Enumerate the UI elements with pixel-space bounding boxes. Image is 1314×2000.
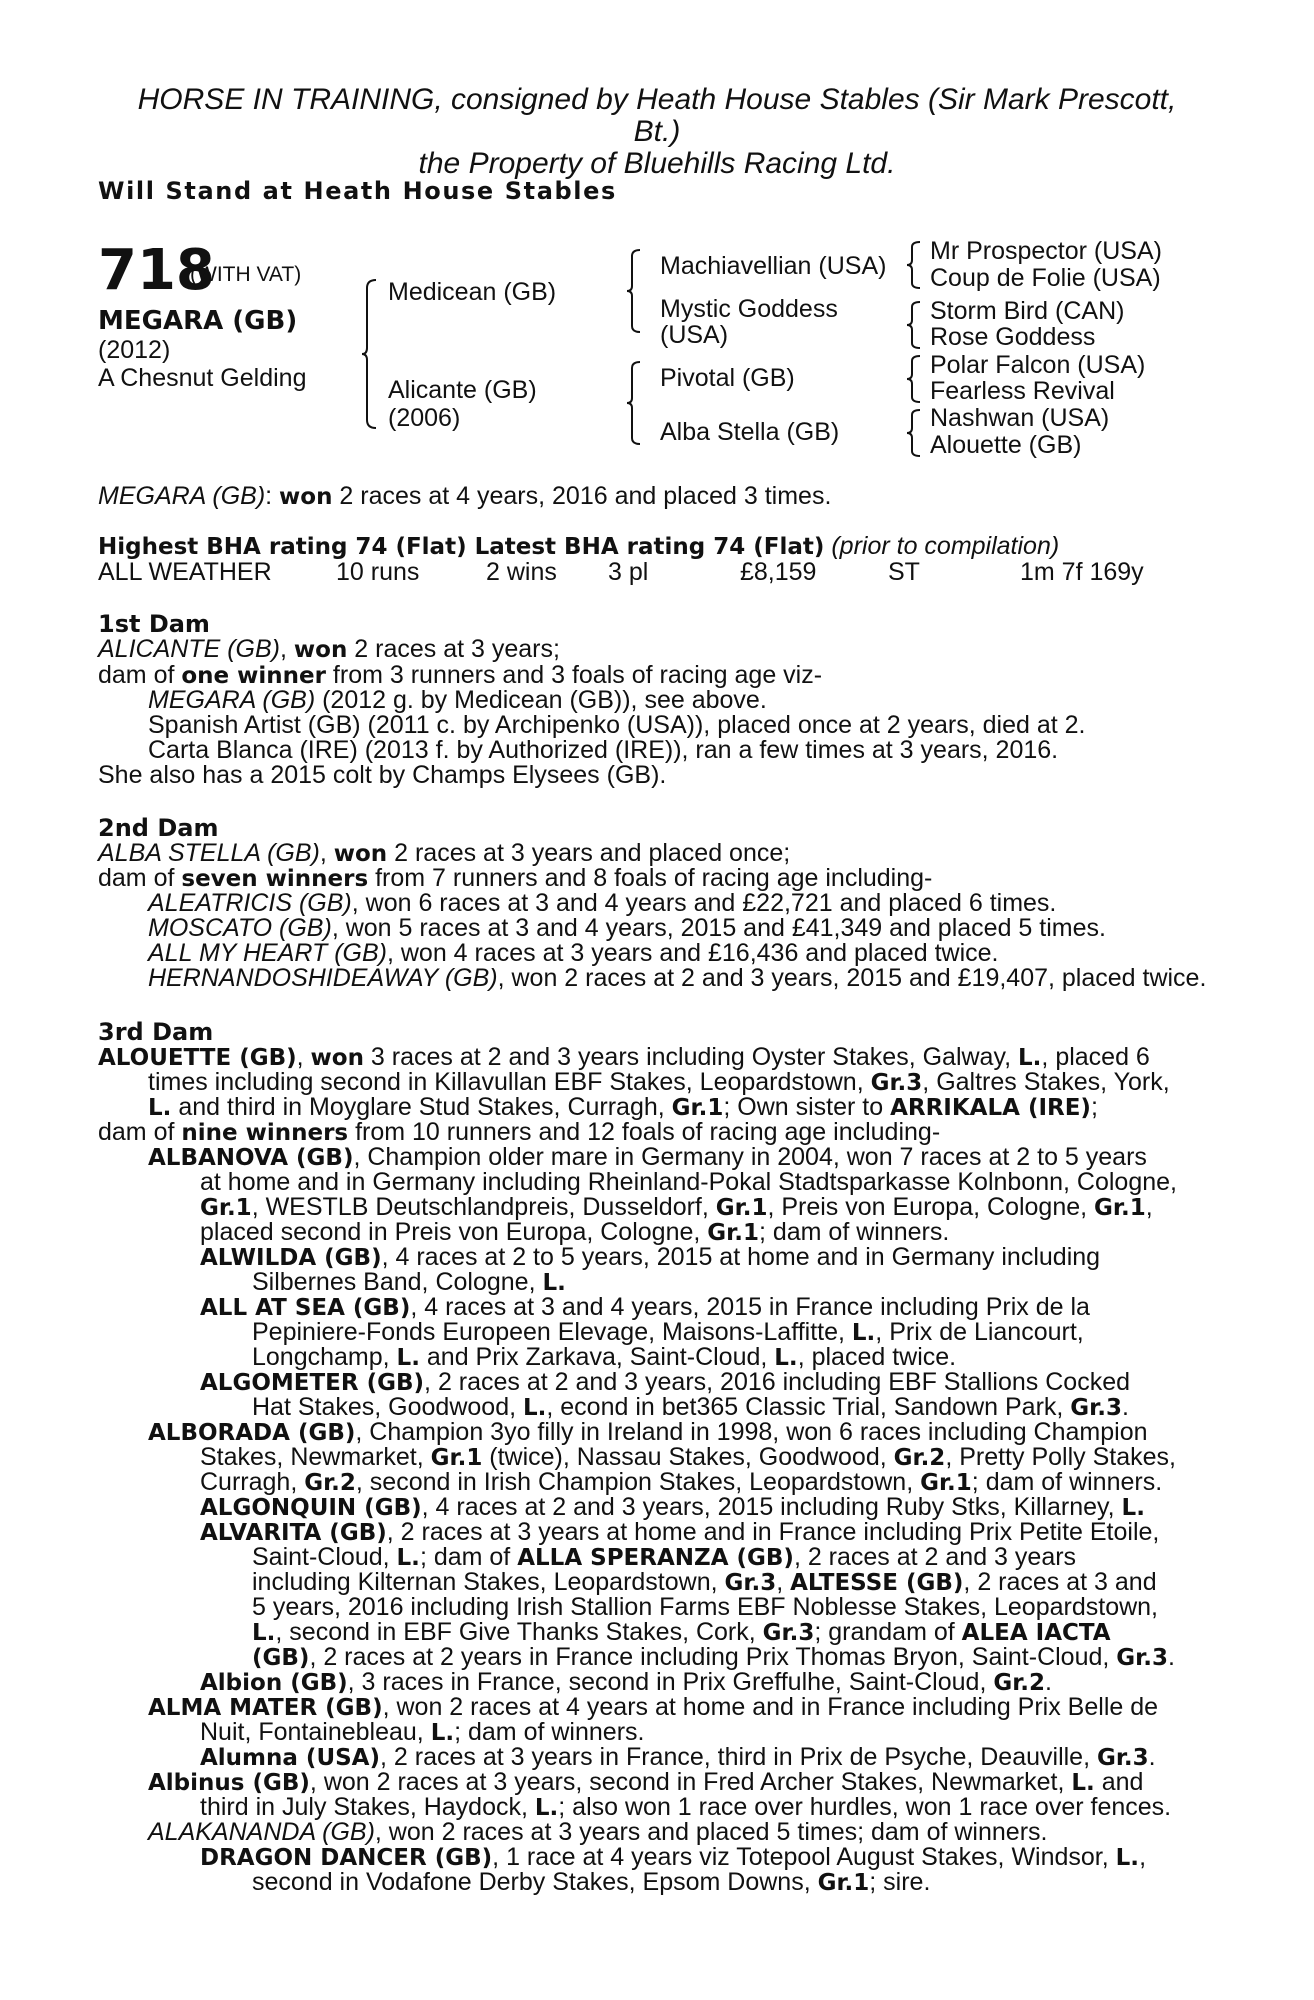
produce-item: Albinus (GB), won 2 races at 3 years, second in Fred Archer Stakes, Newmarket, L. and [148, 1768, 1144, 1796]
third-dam-line: L. and third in Moyglare Stud Stakes, Curragh, Gr.1; Own sister to ARRIKALA (IRE); [148, 1093, 1098, 1121]
produce-item: ALL AT SEA (GB), 4 races at 3 and 4 years, 2015 in France including Prix de la [200, 1293, 1090, 1321]
produce-item-cont: 5 years, 2016 including Irish Stallion Farms EBF Noblesse Stakes, Leopardstown, [252, 1593, 1159, 1621]
third-dam-heading: 3rd Dam [98, 1018, 214, 1046]
produce-item-cont: Pepiniere-Fonds Europeen Elevage, Maisons-Laffitte, L., Prix de Liancourt, [252, 1318, 1084, 1346]
record-distance: 1m 7f 169y [1020, 558, 1144, 586]
record-surface: ALL WEATHER [98, 558, 272, 586]
record-going: ST [888, 558, 920, 586]
pedigree-g3-5: Polar Falcon (USA) [930, 351, 1146, 379]
stand-line: Will Stand at Heath House Stables [98, 177, 617, 205]
produce-item: Carta Blanca (IRE) (2013 f. by Authorized (IRE)), ran a few times at 3 years, 2016. [148, 736, 1059, 764]
pedigree-dam: Alicante (GB) [388, 376, 537, 404]
produce-item: ALAKANANDA (GB), won 2 races at 3 years and placed 5 times; dam of winners. [148, 1818, 1048, 1846]
pedigree-g3-7: Nashwan (USA) [930, 404, 1110, 432]
lot-number: 718 [98, 238, 215, 303]
produce-item: ALMA MATER (GB), won 2 races at 4 years at home and in France including Prix Belle de [148, 1693, 1159, 1721]
produce-item: ALVARITA (GB), 2 races at 3 years at home and in France including Prix Petite Etoile, [200, 1518, 1160, 1546]
produce-item-cont: Gr.1, WESTLB Deutschlandpreis, Dusseldorf, Gr.1, Preis von Europa, Cologne, Gr.1, [200, 1193, 1153, 1221]
horse-description: A Chesnut Gelding [98, 364, 307, 392]
produce-item: ALL MY HEART (GB), won 4 races at 3 years and £16,436 and placed twice. [148, 939, 999, 967]
produce-item: ALGONQUIN (GB), 4 races at 2 and 3 years, 2015 including Ruby Stks, Killarney, L. [200, 1493, 1145, 1521]
produce-item-cont: Longchamp, L. and Prix Zarkava, Saint-Cloud, L., placed twice. [252, 1343, 957, 1371]
pedigree-sire: Medicean (GB) [388, 278, 557, 306]
vat-note: (WITH VAT) [190, 263, 302, 286]
foaling-year: (2012) [98, 336, 171, 364]
produce-item-cont: at home and in Germany including Rheinland-Pokal Stadtsparkasse Kolnbonn, Cologne, [200, 1168, 1177, 1196]
pedigree-sire-sire: Machiavellian (USA) [660, 252, 887, 280]
summary-won: won [279, 484, 333, 510]
third-dam-line: times including second in Killavullan EBF Stakes, Leopardstown, Gr.3, Galtres Stakes, York, [148, 1068, 1170, 1096]
second-dam-heading: 2nd Dam [98, 814, 219, 842]
produce-item-cont: Curragh, Gr.2, second in Irish Champion Stakes, Leopardstown, Gr.1; dam of winners. [200, 1468, 1163, 1496]
second-dam-produce-line: dam of seven winners from 7 runners and 8 foals of racing age including- [98, 864, 933, 892]
produce-item: ALBANOVA (GB), Champion older mare in Germany in 2004, won 7 races at 2 to 5 years [148, 1143, 1147, 1171]
produce-item-cont: third in July Stakes, Haydock, L.; also won 1 race over hurdles, won 1 race over fences. [200, 1793, 1172, 1821]
produce-item-cont: Silbernes Band, Cologne, L. [252, 1268, 566, 1296]
third-dam-line: ALOUETTE (GB), won 3 races at 2 and 3 years including Oyster Stakes, Galway, L., placed 6 [98, 1043, 1150, 1071]
first-dam-produce-line: dam of one winner from 3 runners and 3 foals of racing age viz- [98, 661, 823, 689]
produce-item: ALEATRICIS (GB), won 6 races at 3 and 4 years and £22,721 and placed 6 times. [148, 889, 1057, 917]
pedigree-sire-dam-country: (USA) [660, 321, 729, 349]
pedigree-brace-g2 [905, 300, 923, 350]
pedigree-brace-gen1 [360, 278, 380, 430]
second-dam-line: ALBA STELLA (GB), won 2 races at 3 years and placed once; [98, 839, 791, 867]
produce-item: HERNANDOSHIDEAWAY (GB), won 2 races at 2 and 3 years, 2015 and £19,407, placed twice. [148, 964, 1207, 992]
record-wins: 2 wins [486, 558, 557, 586]
pedigree-g3-8: Alouette (GB) [930, 431, 1082, 459]
record-places: 3 pl [608, 558, 649, 586]
produce-item: ALGOMETER (GB), 2 races at 2 and 3 years, 2016 including EBF Stallions Cocked [200, 1368, 1131, 1396]
summary-horse: MEGARA (GB) [98, 482, 266, 510]
pedigree-brace-sire [625, 248, 643, 334]
produce-note: She also has a 2015 colt by Champs Elysees (GB). [98, 761, 667, 789]
produce-item-cont: L., second in EBF Give Thanks Stakes, Cork, Gr.3; grandam of ALEA IACTA [252, 1618, 1111, 1646]
produce-item-cont: including Kilternan Stakes, Leopardstown, Gr.3, ALTESSE (GB), 2 races at 3 and [252, 1568, 1157, 1596]
record-prize: £8,159 [740, 558, 817, 586]
pedigree-brace-g4 [905, 408, 923, 458]
consignor-line-1: HORSE IN TRAINING, consigned by Heath House Stables (Sir Mark Prescott, [137, 83, 1177, 116]
pedigree-g3-1: Mr Prospector (USA) [930, 237, 1162, 265]
race-summary: MEGARA (GB): won 2 races at 4 years, 2016 and placed 3 times. [98, 482, 832, 510]
produce-item-cont: Hat Stakes, Goodwood, L., econd in bet365 Classic Trial, Sandown Park, Gr.3. [252, 1393, 1129, 1421]
property-line: the Property of Bluehills Racing Ltd. [418, 147, 896, 180]
pedigree-dam-year: (2006) [388, 404, 461, 432]
pedigree-brace-g3 [905, 354, 923, 404]
pedigree-dam-sire: Pivotal (GB) [660, 364, 795, 392]
produce-item: Spanish Artist (GB) (2011 c. by Archipenko (USA)), placed once at 2 years, died at 2. [148, 711, 1086, 739]
third-dam-produce-line: dam of nine winners from 10 runners and 12 foals of racing age including- [98, 1118, 941, 1146]
produce-item: Alumna (USA), 2 races at 3 years in France, third in Prix de Psyche, Deauville, Gr.3. [200, 1743, 1156, 1771]
pedigree-g3-6: Fearless Revival [930, 377, 1115, 405]
pedigree-brace-dam [625, 360, 643, 446]
produce-item: ALWILDA (GB), 4 races at 2 to 5 years, 2015 at home and in Germany including [200, 1243, 1101, 1271]
produce-item: DRAGON DANCER (GB), 1 race at 4 years viz Totepool August Stakes, Windsor, L., [200, 1843, 1147, 1871]
produce-item-cont: Stakes, Newmarket, Gr.1 (twice), Nassau Stakes, Goodwood, Gr.2, Pretty Polly Stakes, [200, 1443, 1176, 1471]
produce-item: ALBORADA (GB), Champion 3yo filly in Ireland in 1998, won 6 races including Champion [148, 1418, 1148, 1446]
pedigree-g3-3: Storm Bird (CAN) [930, 297, 1125, 325]
first-dam-line: ALICANTE (GB), won 2 races at 3 years; [98, 635, 560, 663]
rating-line: Highest BHA rating 74 (Flat) Latest BHA rating 74 (Flat) (prior to compilation) [98, 532, 1060, 560]
produce-item-cont: (GB), 2 races at 2 years in France including Prix Thomas Bryon, Saint-Cloud, Gr.3. [252, 1643, 1175, 1671]
produce-item-cont: second in Vodafone Derby Stakes, Epsom Downs, Gr.1; sire. [252, 1868, 931, 1896]
produce-item: MEGARA (GB) (2012 g. by Medicean (GB)), see above. [148, 686, 767, 714]
pedigree-dam-dam: Alba Stella (GB) [660, 418, 840, 446]
consignor-line-2: Bt.) [633, 115, 681, 148]
produce-item: MOSCATO (GB), won 5 races at 3 and 4 years, 2015 and £41,349 and placed 5 times. [148, 914, 1106, 942]
produce-item-cont: Nuit, Fontainebleau, L.; dam of winners. [200, 1718, 645, 1746]
horse-name: MEGARA (GB) [98, 306, 298, 336]
produce-item: Albion (GB), 3 races in France, second in Prix Greffulhe, Saint-Cloud, Gr.2. [200, 1668, 1052, 1696]
pedigree-g3-2: Coup de Folie (USA) [930, 264, 1161, 292]
pedigree-brace-g1 [905, 240, 923, 290]
pedigree-g3-4: Rose Goddess [930, 323, 1096, 351]
record-runs: 10 runs [336, 558, 420, 586]
produce-item-cont: Saint-Cloud, L.; dam of ALLA SPERANZA (GB), 2 races at 2 and 3 years [252, 1543, 1077, 1571]
first-dam-heading: 1st Dam [98, 610, 210, 638]
produce-item-cont: placed second in Preis von Europa, Cologne, Gr.1; dam of winners. [200, 1218, 950, 1246]
pedigree-sire-dam: Mystic Goddess [660, 295, 838, 323]
